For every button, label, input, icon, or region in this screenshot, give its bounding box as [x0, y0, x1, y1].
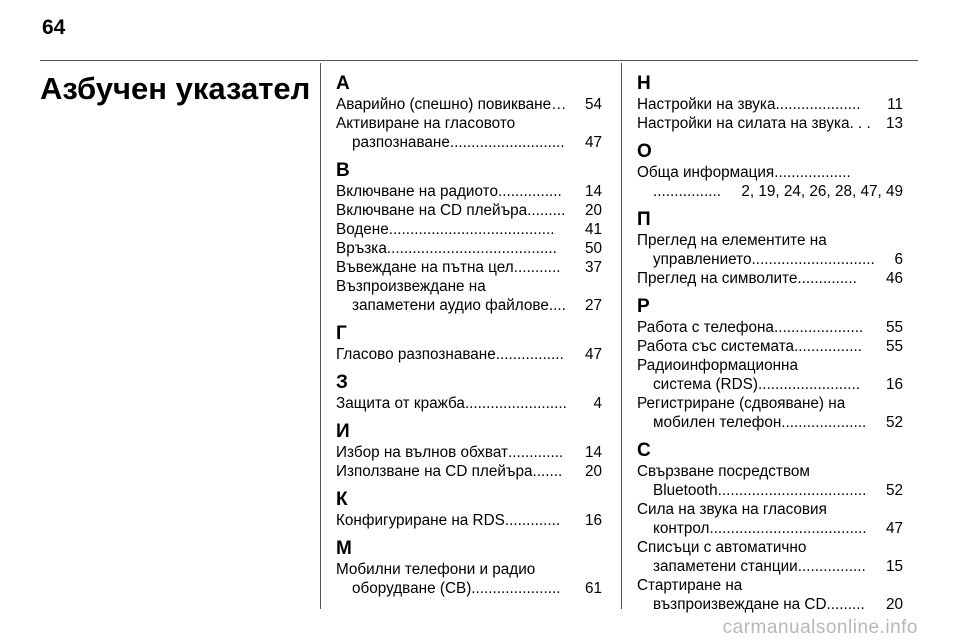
entry-text: контрол — [653, 520, 710, 537]
page-ref: 52 — [885, 414, 903, 431]
entry-continuation — [336, 133, 602, 152]
index-entry — [336, 560, 602, 598]
section-letter: Р — [637, 296, 650, 317]
leader-dots: ........................................ — [386, 240, 557, 257]
page-ref: 15 — [885, 558, 903, 575]
index-entry — [336, 114, 602, 152]
index-entry — [637, 163, 903, 201]
entry-text: Включване на радиото — [336, 183, 498, 200]
entry-text: Стартиране на — [637, 577, 743, 594]
page-ref: 52 — [885, 482, 903, 499]
entry-line — [336, 182, 602, 201]
entry-text: Възпроизвеждане на — [336, 278, 486, 295]
entry-text: Сила на звука на гласовия — [637, 501, 827, 518]
section-letter: В — [336, 160, 350, 181]
section-letter: С — [637, 440, 651, 461]
entry-text: Настройки на звука — [637, 96, 776, 113]
entry-text: Свързване посредством — [637, 463, 810, 480]
leader-dots: ................ — [794, 338, 863, 355]
entry-line — [336, 560, 602, 579]
leader-dots: ........... — [513, 259, 561, 276]
section-letter: Г — [336, 323, 347, 344]
index-entry — [637, 95, 903, 114]
section-letter: П — [637, 209, 651, 230]
entry-text: Водене — [336, 221, 389, 238]
entry-line — [637, 231, 903, 250]
entry-text: Конфигуриране на RDS — [336, 512, 505, 529]
index-section — [336, 160, 602, 315]
watermark: carmanualsonline.info — [722, 617, 918, 638]
header-rule — [40, 60, 918, 61]
leader-dots: ........................ — [464, 395, 567, 412]
entry-continuation — [637, 182, 903, 201]
index-section — [637, 141, 903, 201]
page-ref: 20 — [885, 596, 903, 613]
index-entry — [336, 277, 602, 315]
page-ref: 55 — [885, 319, 903, 336]
index-entry — [336, 394, 602, 413]
page-ref: 47 — [885, 520, 903, 537]
entry-line — [336, 345, 602, 364]
index-section — [336, 73, 602, 152]
page-ref: 14 — [584, 444, 602, 461]
page-ref: 14 — [584, 183, 602, 200]
entry-line — [336, 95, 602, 114]
entry-text: Обща информация.................. — [637, 164, 851, 181]
entry-text: разпознаване — [352, 134, 450, 151]
index-section — [637, 73, 903, 133]
index-entry — [336, 95, 602, 114]
page-ref: 11 — [887, 96, 903, 113]
entry-text: Гласово разпознаване — [336, 346, 496, 363]
page-ref: 50 — [584, 240, 602, 257]
leader-dots: ............. — [504, 512, 561, 529]
page-ref: 16 — [584, 512, 602, 529]
page-ref: 20 — [584, 463, 602, 480]
leader-dots: ............. — [508, 444, 564, 461]
page-number: 64 — [42, 16, 66, 39]
page-ref: 27 — [584, 297, 602, 314]
entry-continuation — [637, 413, 903, 432]
entry-text: оборудване (CB) — [352, 580, 472, 597]
entry-line — [637, 394, 903, 413]
entry-line — [336, 201, 602, 220]
entry-text: запаметени станции — [653, 558, 798, 575]
entry-text: Връзка — [336, 240, 387, 257]
index-entry — [336, 345, 602, 364]
entry-line — [336, 239, 602, 258]
index-entry — [637, 114, 903, 133]
entry-continuation — [637, 481, 903, 500]
page-title: Азбучен указател — [40, 71, 311, 106]
entry-line — [637, 538, 903, 557]
entry-continuation — [637, 375, 903, 394]
entry-text: Избор на вълнов обхват — [336, 444, 509, 461]
page-ref: 47 — [584, 134, 602, 151]
page-ref: 4 — [593, 395, 602, 412]
entry-text: управлението — [653, 251, 752, 268]
entry-text: Включване на CD плейъра — [336, 202, 528, 219]
index-entry — [336, 258, 602, 277]
entry-continuation — [336, 296, 602, 315]
index-entry — [336, 239, 602, 258]
index-section — [637, 440, 903, 614]
entry-text: система (RDS) — [653, 376, 758, 393]
page-ref: 41 — [584, 221, 602, 238]
leader-dots: .... — [548, 297, 566, 314]
leader-dots: ..................... — [471, 580, 561, 597]
entry-text: Настройки на силата на звука — [637, 115, 850, 132]
leader-dots: … — [551, 96, 567, 113]
entry-line — [637, 269, 903, 288]
index-section — [637, 296, 903, 432]
index-section — [336, 538, 602, 598]
entry-text: Bluetooth — [653, 482, 718, 499]
leader-dots: .................... — [775, 96, 861, 113]
entry-line — [637, 500, 903, 519]
entry-text: Списъци с автоматично — [637, 539, 807, 556]
index-section — [336, 372, 602, 413]
index-column-2 — [637, 73, 903, 622]
entry-text: Преглед на елементите на — [637, 232, 827, 249]
entry-line — [637, 95, 903, 114]
index-section — [336, 421, 602, 481]
entry-text: Работа със системата — [637, 338, 795, 355]
entry-line — [637, 576, 903, 595]
page-ref: 47 — [584, 346, 602, 363]
leader-dots: ......... — [527, 202, 566, 219]
leader-dots: ................ — [495, 346, 564, 363]
entry-line — [637, 163, 903, 182]
entry-text: запаметени аудио файлове — [352, 297, 549, 314]
index-entry — [336, 182, 602, 201]
entry-text: Преглед на символите — [637, 270, 798, 287]
entry-line — [637, 318, 903, 337]
leader-dots: ....... — [532, 463, 563, 480]
entry-line — [637, 337, 903, 356]
index-entry — [336, 201, 602, 220]
entry-continuation — [637, 595, 903, 614]
section-letter: А — [336, 73, 350, 94]
entry-line — [637, 462, 903, 481]
leader-dots: ........................ — [757, 376, 860, 393]
entry-line — [336, 277, 602, 296]
leader-dots: ..................... — [773, 319, 864, 336]
index-section — [336, 323, 602, 364]
entry-text: Регистриране (сдвояване) на — [637, 395, 846, 412]
entry-text: възпроизвеждане на CD — [653, 596, 827, 613]
section-letter: К — [336, 489, 348, 510]
entry-continuation — [336, 579, 602, 598]
index-entry — [637, 318, 903, 337]
index-section — [336, 489, 602, 530]
section-letter: З — [336, 372, 348, 393]
index-entry — [637, 500, 903, 538]
index-entry — [637, 356, 903, 394]
entry-text: Мобилни телефони и радио — [336, 561, 536, 578]
page-ref: 46 — [885, 270, 903, 287]
leader-dots: ................ — [797, 558, 866, 575]
page-ref: 2, 19, 24, 26, 28, 47, 49 — [741, 183, 903, 200]
page-ref: 54 — [584, 96, 602, 113]
entry-text: Активиране на гласовото — [336, 115, 516, 132]
leader-dots: . . . — [849, 115, 871, 132]
leader-dots: ........................... — [449, 134, 565, 151]
page-ref: 6 — [894, 251, 903, 268]
leader-dots: .................... — [781, 414, 867, 431]
index-entry — [336, 443, 602, 462]
leader-dots: ................................... — [717, 482, 867, 499]
column-divider-right — [621, 63, 622, 609]
leader-dots: .............. — [797, 270, 857, 287]
page-ref: 37 — [584, 259, 602, 276]
entry-text: Работа с телефона — [637, 319, 774, 336]
index-column-1 — [336, 73, 602, 606]
entry-line — [336, 114, 602, 133]
index-entry — [637, 231, 903, 269]
index-entry — [336, 462, 602, 481]
entry-line — [336, 462, 602, 481]
entry-text: Аварийно (спешно) повикване — [336, 96, 552, 113]
entry-text: Въвеждане на пътна цел — [336, 259, 514, 276]
entry-line — [336, 258, 602, 277]
section-letter: И — [336, 421, 350, 442]
index-entry — [637, 538, 903, 576]
page-ref: 55 — [885, 338, 903, 355]
index-entry — [637, 337, 903, 356]
page-ref: 20 — [584, 202, 602, 219]
entry-continuation — [637, 557, 903, 576]
section-letter: М — [336, 538, 352, 559]
page-ref: 61 — [584, 580, 602, 597]
index-entry — [637, 269, 903, 288]
column-divider-left — [320, 63, 321, 609]
entry-continuation — [637, 250, 903, 269]
section-letter: О — [637, 141, 652, 162]
index-entry — [637, 462, 903, 500]
entry-line — [336, 443, 602, 462]
entry-text: Радиоинформационна — [637, 357, 799, 374]
entry-text: мобилен телефон — [653, 414, 782, 431]
entry-line — [336, 220, 602, 239]
index-entry — [336, 220, 602, 239]
leader-dots: ....................................... — [388, 221, 555, 238]
index-entry — [637, 576, 903, 614]
entry-text: Използване на CD плейъра — [336, 463, 533, 480]
index-entry — [336, 511, 602, 530]
entry-text: Защита от кражба — [336, 395, 465, 412]
entry-text: ................ — [653, 183, 721, 200]
index-entry — [637, 394, 903, 432]
index-section — [637, 209, 903, 288]
page-ref: 13 — [885, 115, 903, 132]
section-letter: Н — [637, 73, 651, 94]
entry-line — [336, 394, 602, 413]
entry-continuation — [637, 519, 903, 538]
leader-dots: ............................. — [751, 251, 875, 268]
leader-dots: ..................................... — [709, 520, 867, 537]
page-ref: 16 — [885, 376, 903, 393]
entry-line — [637, 356, 903, 375]
entry-line — [336, 511, 602, 530]
entry-line — [637, 114, 903, 133]
leader-dots: ......... — [826, 596, 865, 613]
leader-dots: ............... — [497, 183, 562, 200]
